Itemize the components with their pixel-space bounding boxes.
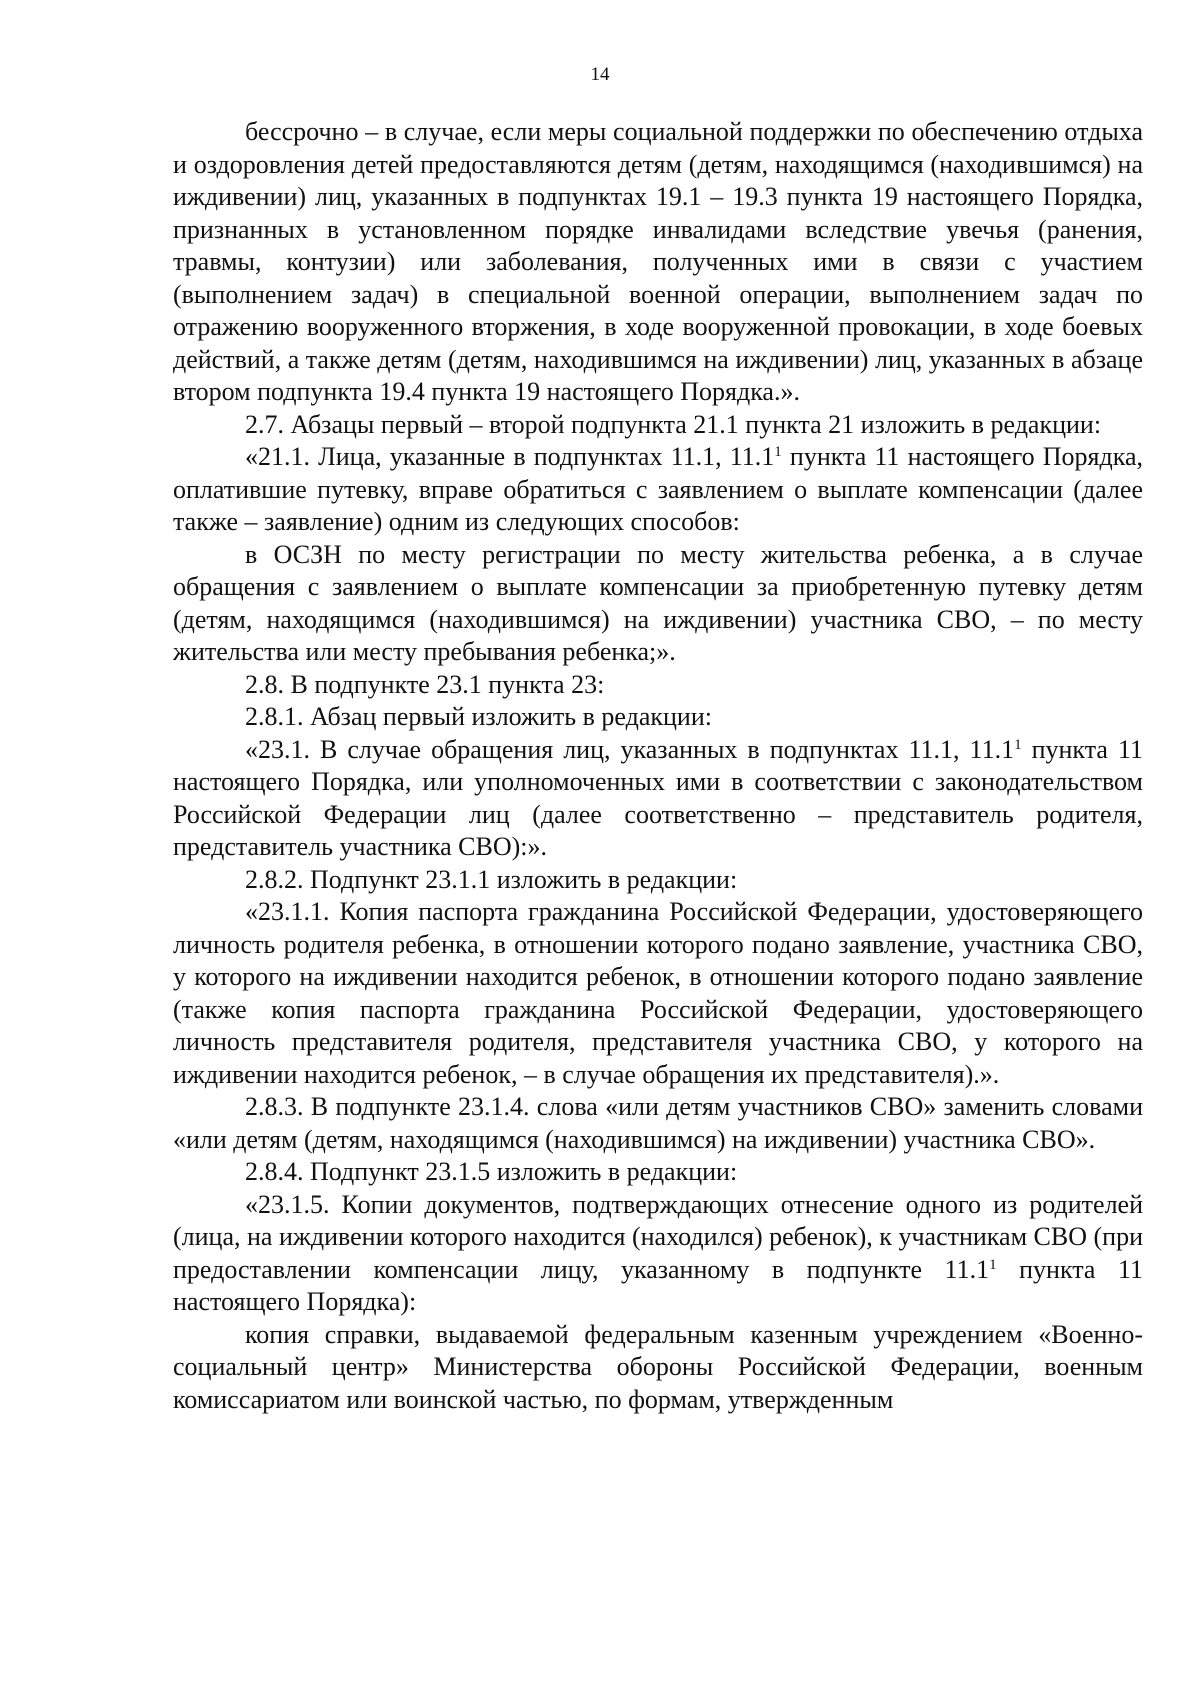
paragraph-2-7: 2.7. Абзацы первый – второй подпункта 21.1 пункта 21 изложить в редакции: [245,409,1102,439]
paragraph-2-8-4: 2.8.4. Подпункт 23.1.5 изложить в редакции: [245,1157,738,1186]
superscript: 1 [774,444,782,460]
paragraph-2-8-1: 2.8.1. Абзац первый изложить в редакции: [245,702,712,731]
paragraph-2-8: 2.8. В подпункте 23.1 пункта 23: [245,669,605,699]
paragraph-21-1-quote [173,441,1143,539]
paragraph-certificate-copy: копия справки, выдаваемой федеральным казенным учреждением «Военно-социальный центр» Министерства обороны Российской Федерации, военным комиссариатом или воинской частью, по формам, утвержденным [173,1319,1143,1414]
paragraph-term-indefinite: бессрочно – в случае, если меры социальной поддержки по обеспечению отдыха и оздоровления детей предоставляются детям (детям, находящимся (находившимся) на иждивении) лиц, указанных в подпунктах 19.1 – 19.3 пункта 19 настоящего Порядка, признанных в установленном порядке инвалидами вследствие увечья (ранения, травмы, контузии) или заболевания, полученных ими в связи с участием (выполнением задач) в специальной военной операции, выполнением задач по отражению вооруженного вторжения, в ходе вооруженной провокации, в ходе боевых действий, а также детям (детям, находившимся на иждивении) лиц, указанных в абзаце втором подпункта 19.4 пункта 19 настоящего Порядка.». [173,117,1143,406]
paragraph-2-8-2: 2.8.2. Подпункт 23.1.1 изложить в редакции: [245,864,738,894]
paragraph-oszn: в ОСЗН по месту регистрации по месту жительства ребенка, а в случае обращения с заявлением о выплате компенсации за приобретенную путевку детям (детям, находящимся (находившимся) на иждивении) участника СВО, – по месту жительства или месту пребывания ребенка;». [173,539,1143,666]
paragraph-text: «23.1. В случае обращения лиц, указанных в подпунктах 11.1, 11.1 [245,734,1015,764]
paragraph-2-8-3: 2.8.3. В подпункте 23.1.4. слова «или детям участников СВО» заменить словами «или детям (детям, находящимся (находившимся) на иждивении) участника СВО». [173,1092,1143,1154]
paragraph-23-1-5-quote [173,1189,1143,1319]
paragraph-23-1-1-quote: «23.1.1. Копия паспорта гражданина Российской Федерации, удостоверяющего личность родителя ребенка, в отношении которого подано заявление, участника СВО, у которого на иждивении находится ребенок, в отношении которого подано заявление (также копия паспорта гражданина Российской Федерации, удостоверяющего личность представителя родителя, представителя участника СВО, у которого на иждивении находится ребенок, – в случае обращения их представителя).». [173,897,1143,1089]
paragraph-text: пункта 11 настоящего Порядка, или уполномоченных ими в соответствии с законодательством Российской Федерации лиц (далее соответственно – представитель родителя, представитель участника СВО):». [173,734,1143,861]
paragraph-text: «23.1.5. Копии документов, подтверждающих отнесение одного из родителей (лица, на иждивении которого находится (находился) ребенок), к участникам СВО (при предоставлении компенсации лицу, указанному в подпункте 11.1 [173,1189,1143,1284]
paragraph-text: пункта 11 настоящего Порядка, оплатившие путевку, вправе обратиться с заявлением о выплате компенсации (далее также – заявление) одним из следующих способов: [173,442,1143,536]
page-number: 14 [590,64,610,85]
superscript: 1 [989,1256,997,1273]
document-body [173,116,1143,1416]
paragraph-text: «21.1. Лица, указанные в подпунктах 11.1, 11.1 [245,442,775,471]
superscript: 1 [1014,736,1022,753]
paragraph-23-1-quote [173,734,1143,864]
paragraph-text: пункта 11 настоящего Порядка): [173,1254,1144,1316]
